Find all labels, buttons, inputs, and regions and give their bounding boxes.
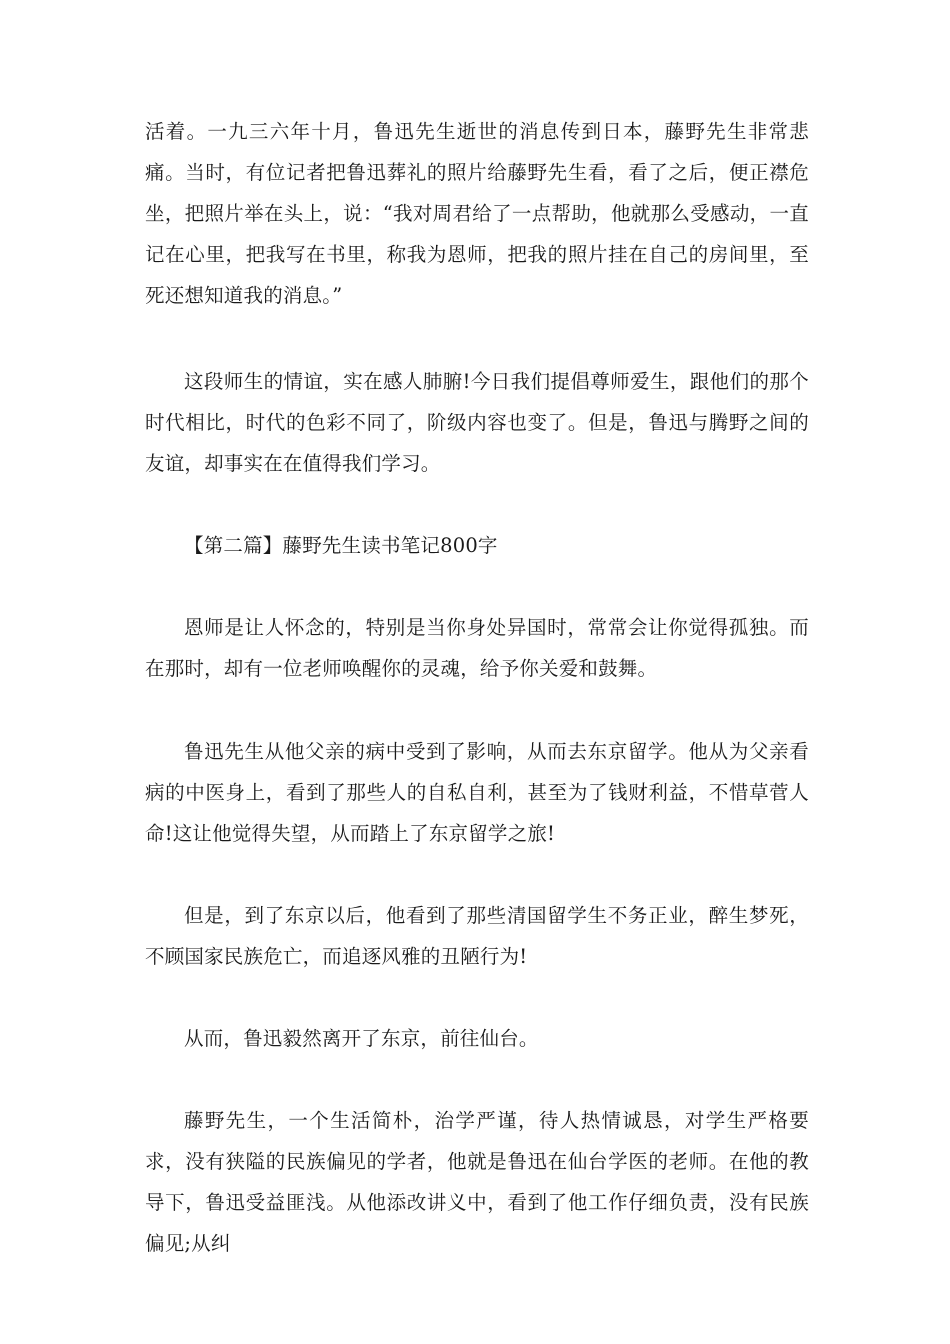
section-heading: 【第二篇】藤野先生读书笔记800字: [184, 534, 498, 557]
paragraph-father-illness: 鲁迅先生从他父亲的病中受到了影响，从而去东京留学。他从为父亲看病的中医身上，看到了那些人的自私自利，甚至为了钱财利益，不惜草菅人命!这让他觉得失望，从而踏上了东京留学之旅!: [145, 740, 809, 845]
paragraph-tokyo: 但是，到了东京以后，他看到了那些清国留学生不务正业，醉生梦死，不顾国家民族危亡，而追逐风雅的丑陋行为!: [145, 904, 809, 968]
paragraph-friendship: 这段师生的情谊，实在感人肺腑!今日我们提倡尊师爱生，跟他们的那个时代相比，时代的色彩不同了，阶级内容也变了。但是，鲁迅与腾野之间的友谊，却事实在在值得我们学习。: [145, 370, 809, 475]
paragraph-mentor: 恩师是让人怀念的，特别是当你身处异国时，常常会让你觉得孤独。而在那时，却有一位老师唤醒你的灵魂，给予你关爱和鼓舞。: [145, 616, 809, 680]
paragraph-fujino: 藤野先生，一个生活简朴，治学严谨，待人热情诚恳，对学生严格要求，没有狭隘的民族偏见的学者，他就是鲁迅在仙台学医的老师。在他的教导下，鲁迅受益匪浅。从他添改讲义中，看到了他工作仔细负责，没有民族偏见;从纠: [145, 1109, 809, 1255]
paragraph-continuation: 活着。一九三六年十月，鲁迅先生逝世的消息传到日本，藤野先生非常悲痛。当时，有位记者把鲁迅葬礼的照片给藤野先生看，看了之后，便正襟危坐，把照片举在头上，说：“我对周君给了一点帮助，他就那么受感动，一直记在心里，把我写在书里，称我为恩师，把我的照片挂在自己的房间里，至死还想知道我的消息。”: [145, 120, 809, 307]
paragraph-sendai: 从而，鲁迅毅然离开了东京，前往仙台。: [184, 1027, 539, 1050]
